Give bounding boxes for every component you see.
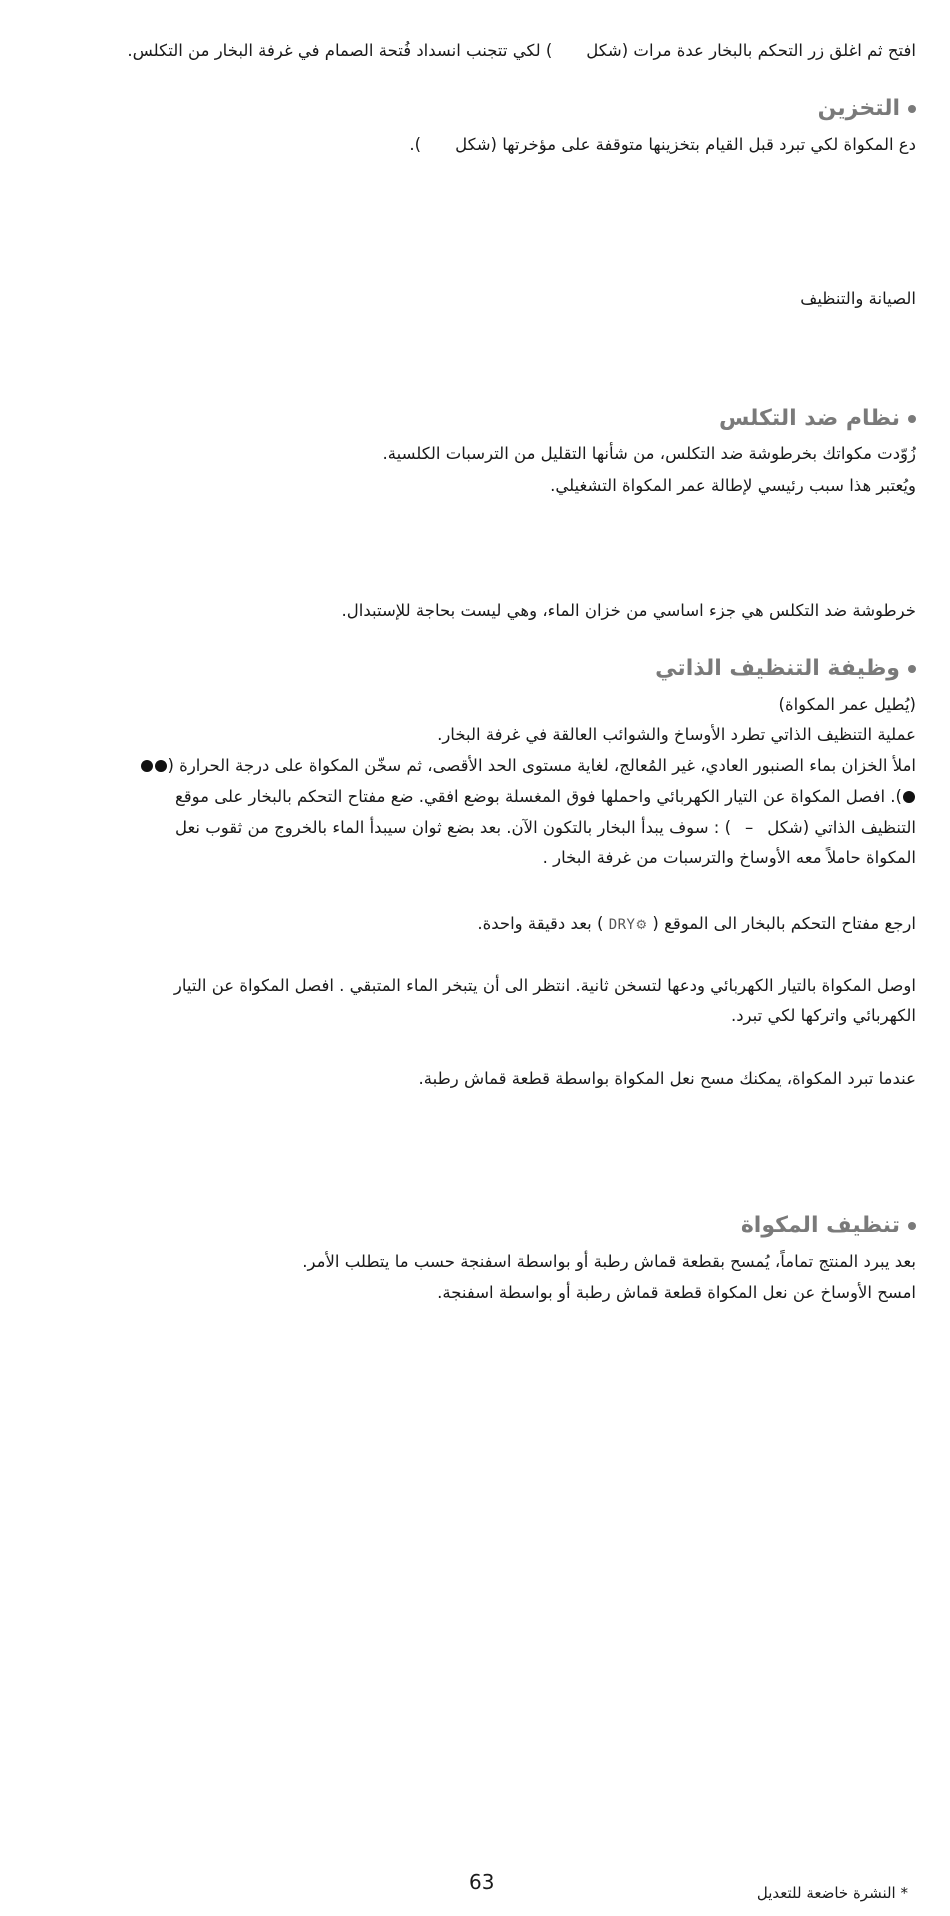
maintenance-title: الصيانة والتنظيف bbox=[800, 289, 916, 308]
anti-calc-line-2: ويُعتبر هذا سبب رئيسي لإطالة عمر المكواة التشغيلي. bbox=[550, 476, 916, 495]
dry-label: DRY bbox=[608, 917, 636, 933]
anti-calc-line-3: خرطوشة ضد التكلس هي جزء اساسي من خزان الماء، وهي ليست بحاجة للإستبدال. bbox=[341, 601, 916, 620]
self-clean-line-1: عملية التنظيف الذاتي تطرد الأوساخ والشوائب العالقة في غرفة البخار. bbox=[437, 725, 916, 744]
self-clean-line-8: الكهربائي واتركها لكي تبرد. bbox=[730, 1006, 916, 1025]
self-clean-line-4-a: التنظيف الذاتي (شكل bbox=[767, 818, 916, 837]
temperature-dot-icon bbox=[903, 791, 915, 803]
bullet-icon bbox=[908, 665, 916, 673]
self-clean-line-4-b: ) : سوف يبدأ البخار بالتكون الآن. بعد بضع ثوان سيبدأ الماء بالخروج من ثقوب نعل bbox=[174, 818, 732, 837]
anti-calc-line-1: زُوّدت مكواتك بخرطوشة ضد التكلس، من شأنها التقليل من الترسبات الكلسية. bbox=[382, 444, 916, 463]
footer-note: * النشرة خاضعة للتعديل bbox=[756, 1884, 908, 1902]
bullet-icon bbox=[908, 105, 916, 113]
self-clean-line-2 bbox=[140, 751, 917, 781]
storage-text-b: ). bbox=[409, 135, 422, 154]
self-clean-subtitle: (يُطيل عمر المكواة) bbox=[778, 695, 916, 714]
anti-calc-heading bbox=[719, 406, 916, 431]
figure-dash: – bbox=[745, 818, 754, 837]
storage-heading bbox=[818, 96, 916, 121]
iron-clean-line-2: امسح الأوساخ عن نعل المكواة قطعة قماش رطبة أو بواسطة اسفنجة. bbox=[437, 1283, 916, 1302]
steam-dry-icon: ⚙ bbox=[635, 918, 648, 933]
storage-heading-text: التخزين bbox=[817, 96, 900, 121]
steam-chamber-paragraph bbox=[127, 36, 916, 66]
bullet-icon bbox=[908, 415, 916, 423]
self-clean-line-3-text: ). افصل المكواة عن التيار الكهربائي واحملها فوق المغسلة بوضع افقي. ضع مفتاح التحكم بالبخار على موقع bbox=[174, 787, 902, 806]
self-clean-line-9: عندما تبرد المكواة، يمكنك مسح نعل المكواة بواسطة قطعة قماش رطبة. bbox=[418, 1069, 916, 1088]
self-clean-line-2-text: املأ الخزان بماء الصنبور العادي، غير المُعالج، لغاية مستوى الحد الأقصى، ثم سخّن المكواة على درجة الحرارة ( bbox=[167, 756, 916, 775]
page-number: 63 bbox=[469, 1870, 495, 1894]
temperature-dot-icon bbox=[141, 760, 153, 772]
self-clean-heading-text: وظيفة التنظيف الذاتي bbox=[655, 656, 900, 681]
self-clean-heading bbox=[655, 656, 916, 681]
self-clean-line-3 bbox=[175, 782, 916, 812]
steam-chamber-text-a: افتح ثم اغلق زر التحكم بالبخار عدة مرات (شكل bbox=[586, 41, 916, 60]
self-clean-line-7: اوصل المكواة بالتيار الكهربائي ودعها لتسخن ثانية. انتظر الى أن يتبخر الماء المتبقي . افصل المكواة عن التيار bbox=[173, 976, 916, 995]
self-clean-line-4 bbox=[175, 813, 916, 843]
self-clean-line-5: المكواة حاملاً معه الأوساخ والترسبات من غرفة البخار . bbox=[542, 848, 916, 867]
storage-paragraph bbox=[409, 130, 916, 160]
bullet-icon bbox=[908, 1222, 916, 1230]
anti-calc-heading-text: نظام ضد التكلس bbox=[718, 406, 900, 431]
iron-clean-line-1: بعد يبرد المنتج تماماً، يُمسح بقطعة قماش رطبة أو بواسطة اسفنجة حسب ما يتطلب الأمر. bbox=[302, 1252, 916, 1271]
storage-text-a: دع المكواة لكي تبرد قبل القيام بتخزينها متوقفة على مؤخرتها (شكل bbox=[455, 135, 916, 154]
iron-clean-heading bbox=[741, 1213, 916, 1238]
self-clean-line-6-a: ارجع مفتاح التحكم بالبخار الى الموقع ( bbox=[652, 914, 916, 933]
temperature-dot-icon bbox=[155, 760, 167, 772]
iron-clean-heading-text: تنظيف المكواة bbox=[740, 1213, 900, 1238]
self-clean-line-6 bbox=[477, 909, 916, 941]
steam-chamber-text-b: ) لكي تتجنب انسداد فُتحة الصمام في غرفة البخار من التكلس. bbox=[127, 41, 553, 60]
self-clean-line-6-b: ) بعد دقيقة واحدة. bbox=[477, 914, 604, 933]
